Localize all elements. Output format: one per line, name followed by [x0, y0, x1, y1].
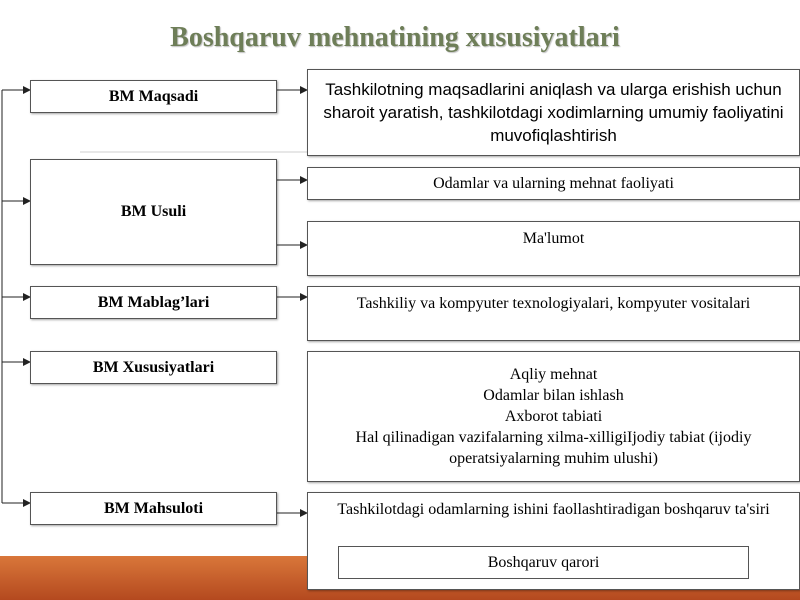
desc-box-xususiyatlari: Aqliy mehnat Odamlar bilan ishlash Axborot tabiati Hal qilinadigan vazifalarning xilma-xilligiIjodiy tabiat (ijodiy operatsiyalarning muhim ulushi): [307, 351, 800, 482]
desc-box-maqsadi: Tashkilotning maqsadlarini aniqlash va ularga erishish uchun sharoit yaratish, tashkilotdagi xodimlarning umumiy faoliyatini muvofiqlashtirish: [307, 69, 800, 156]
desc-box-mahsuloti: Tashkilotdagi odamlarning ishini faollashtiradigan boshqaruv ta'siri: [307, 492, 800, 590]
desc-box-mablaglari: Tashkiliy va kompyuter texnologiyalari, kompyuter vositalari: [307, 286, 800, 341]
label-box-maqsadi: BM Maqsadi: [30, 80, 277, 113]
label-box-xususiyatlari: BM Xususiyatlari: [30, 351, 277, 384]
sub-box-boshqaruv-qarori: Boshqaruv qarori: [338, 546, 749, 579]
label-box-mahsuloti: BM Mahsuloti: [30, 492, 277, 525]
label-box-usuli: BM Usuli: [30, 159, 277, 265]
desc-box-usuli-2: Ma'lumot: [307, 221, 800, 276]
desc-box-usuli-1: Odamlar va ularning mehnat faoliyati: [307, 167, 800, 200]
page-title: Boshqaruv mehnatining xususiyatlari: [170, 22, 620, 53]
label-box-mablaglari: BM Mablag’lari: [30, 286, 277, 319]
